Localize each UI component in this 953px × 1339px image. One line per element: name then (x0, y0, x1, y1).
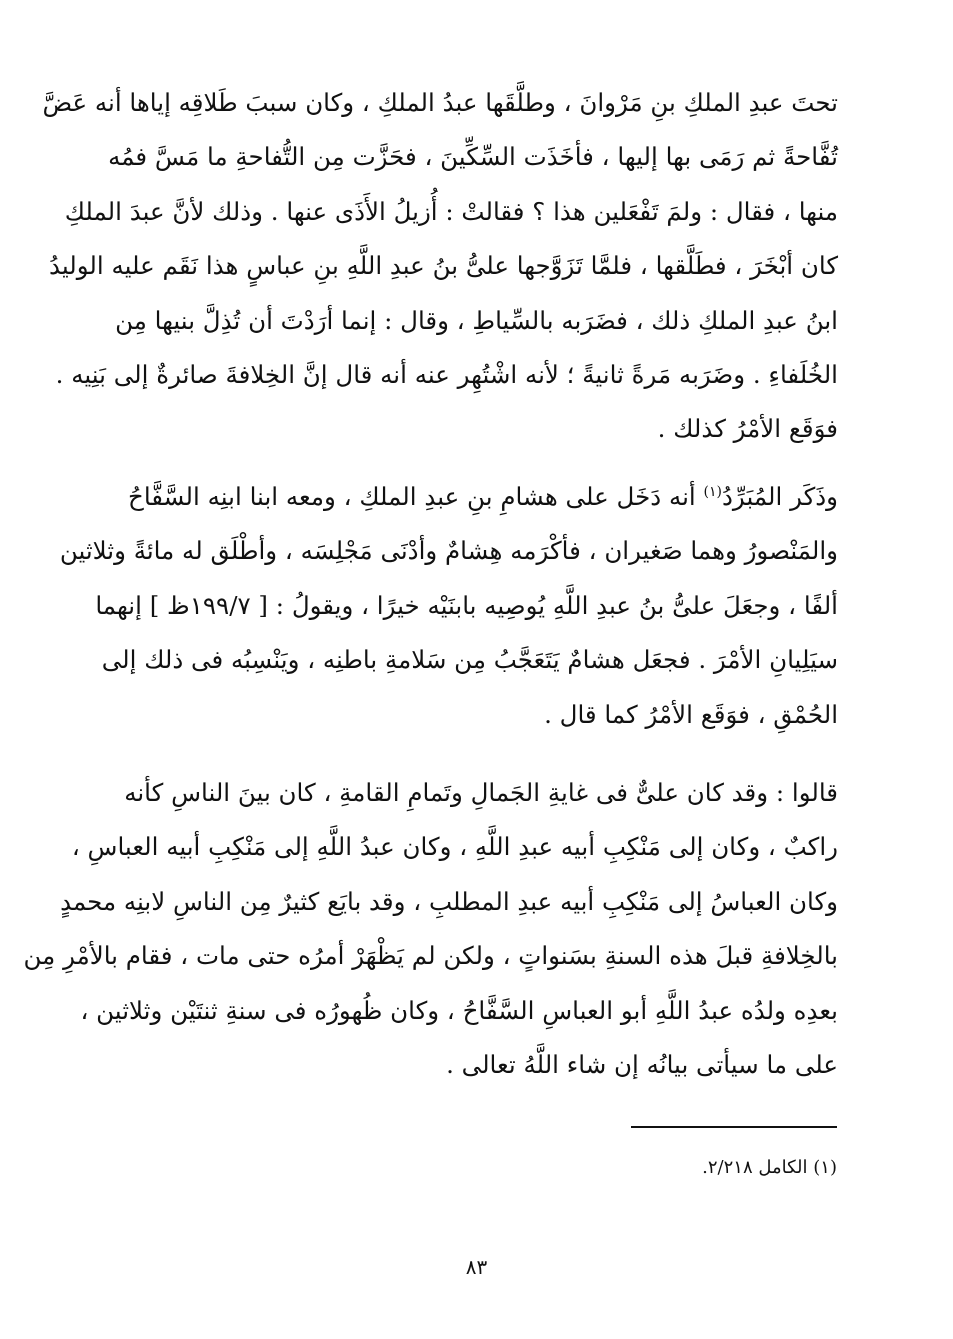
text-line: راكبٌ ، وكان إلى مَنْكِبِ أبيه عبدِ اللَّهِ ، وكان عبدُ اللَّهِ إلى مَنْكِبِ أبيه العباسِ ، (71, 832, 838, 862)
text-line: الحُمْقِ ، فوَقَع الأمْرُ كما قال . (544, 699, 838, 729)
paragraph-1 (42, 76, 838, 457)
paragraph-3 (23, 766, 838, 1092)
text-line: فوَقَع الأمْرُ كذلك . (657, 414, 838, 444)
page-number: ٨٣ (465, 1255, 488, 1279)
text-line-part: ألفًا ، وجعَلَ علىُّ بنُ عبدِ اللَّهِ يُوصِيه بابنَيْه خيرًا ، ويقولُ : (275, 590, 838, 620)
text-line-rest: أنه دَخَل على هشامِ بنِ عبدِ الملكِ ، ومعه ابنا ابنِه السَّفَّاحُ (128, 482, 696, 511)
text-line: قالوا : وقد كان علىٌّ فى غايةِ الجَمالِ وتَمامِ القامةِ ، كان بينَ الناسِ كأنه (124, 778, 838, 807)
cited-author: وذَكَر المُبَرِّدُ (722, 482, 839, 511)
text-line: الخُلَفاءِ . وضَرَبه مَرةً ثانيةً ؛ لأنه اشْتُهِر عنه أنه قال إنَّ الخِلافةَ صائرةٌ إلى بَنِيه . (55, 359, 838, 389)
text-line: سيَلِيانِ الأمْرَ . فجعَل هشامٌ يَتَعَجَّبُ مِن سَلامةِ باطنِه ، ويَنْسِبُه فى ذلك إلى (101, 645, 838, 675)
footnote: (١) الكامل ٢/٢١٨. (702, 1157, 837, 1178)
text-line: تحتَ عبدِ الملكِ بنِ مَرْوانَ ، وطلَّقَها عبدُ الملكِ ، وكان سببَ طَلاقِه إياها أنه عَضَّ (42, 88, 838, 117)
text-line: منها ، فقال : ولمَ تَفْعَلين هذا ؟ فقالتْ : أُزيلُ الأَذَى عنها . وذلك لأنَّ عبدَ الملكِ (64, 196, 838, 226)
text-line: على ما سيأتى بيانُه إن شاء اللَّهُ تعالى . (446, 1049, 838, 1079)
paragraph-2 (59, 470, 839, 742)
text-line (95, 579, 838, 633)
footnote-reference[interactable]: (١) (703, 483, 723, 500)
text-line: بالخِلافةِ قبلَ هذه السنةِ بسَنواتٍ ، ولكن لم يَظْهَرْ أمرُه حتى مات ، فقام بالأمْرِ مِن (23, 941, 838, 971)
text-line-part: إنهما (95, 590, 142, 620)
text-line: وكان العباسُ إلى مَنْكِبِ أبيه عبدِ المطلبِ ، وقد بايَع كثيرٌ مِن الناسِ لابنِه محمدٍ (60, 886, 838, 916)
text-line (128, 470, 838, 524)
text-line: كان أبْخَرَ ، فطَلَّقها ، فلمَّا تَزَوَّجها علىُّ بنُ عبدِ اللَّهِ بنِ عباسٍ هذا نَقَم عليه الوليدُ (49, 251, 838, 281)
text-line: بعدِه ولدُه عبدُ اللَّهِ أبو العباسِ السَّفَّاحُ ، وكان ظُهورُه فى سنةِ ثنتَيْن وثلاثين ، (80, 995, 838, 1025)
text-line: تُفَّاحةً ثم رَمَى بها إليها ، فأخَذَت السِّكِّينَ ، فحَزَّت مِن التُّفاحةِ ما مَسَّ فمُه (108, 142, 838, 172)
manuscript-page-marker: [ ١٩٩/٧ظ ] (149, 590, 268, 620)
footnote-separator (631, 1126, 837, 1128)
text-line: والمَنْصورُ وهما صَغيران ، فأكْرَمه هِشامٌ وأدْنَى مَجْلِسَه ، وأطْلَق له مائةً وثلاثين (59, 536, 838, 566)
text-line: ابنُ عبدِ الملكِ ذلك ، فضَرَبه بالسِّياطِ ، وقال : إنما أرَدْتَ أن تُذِلَّ بنيها مِن (115, 305, 838, 335)
